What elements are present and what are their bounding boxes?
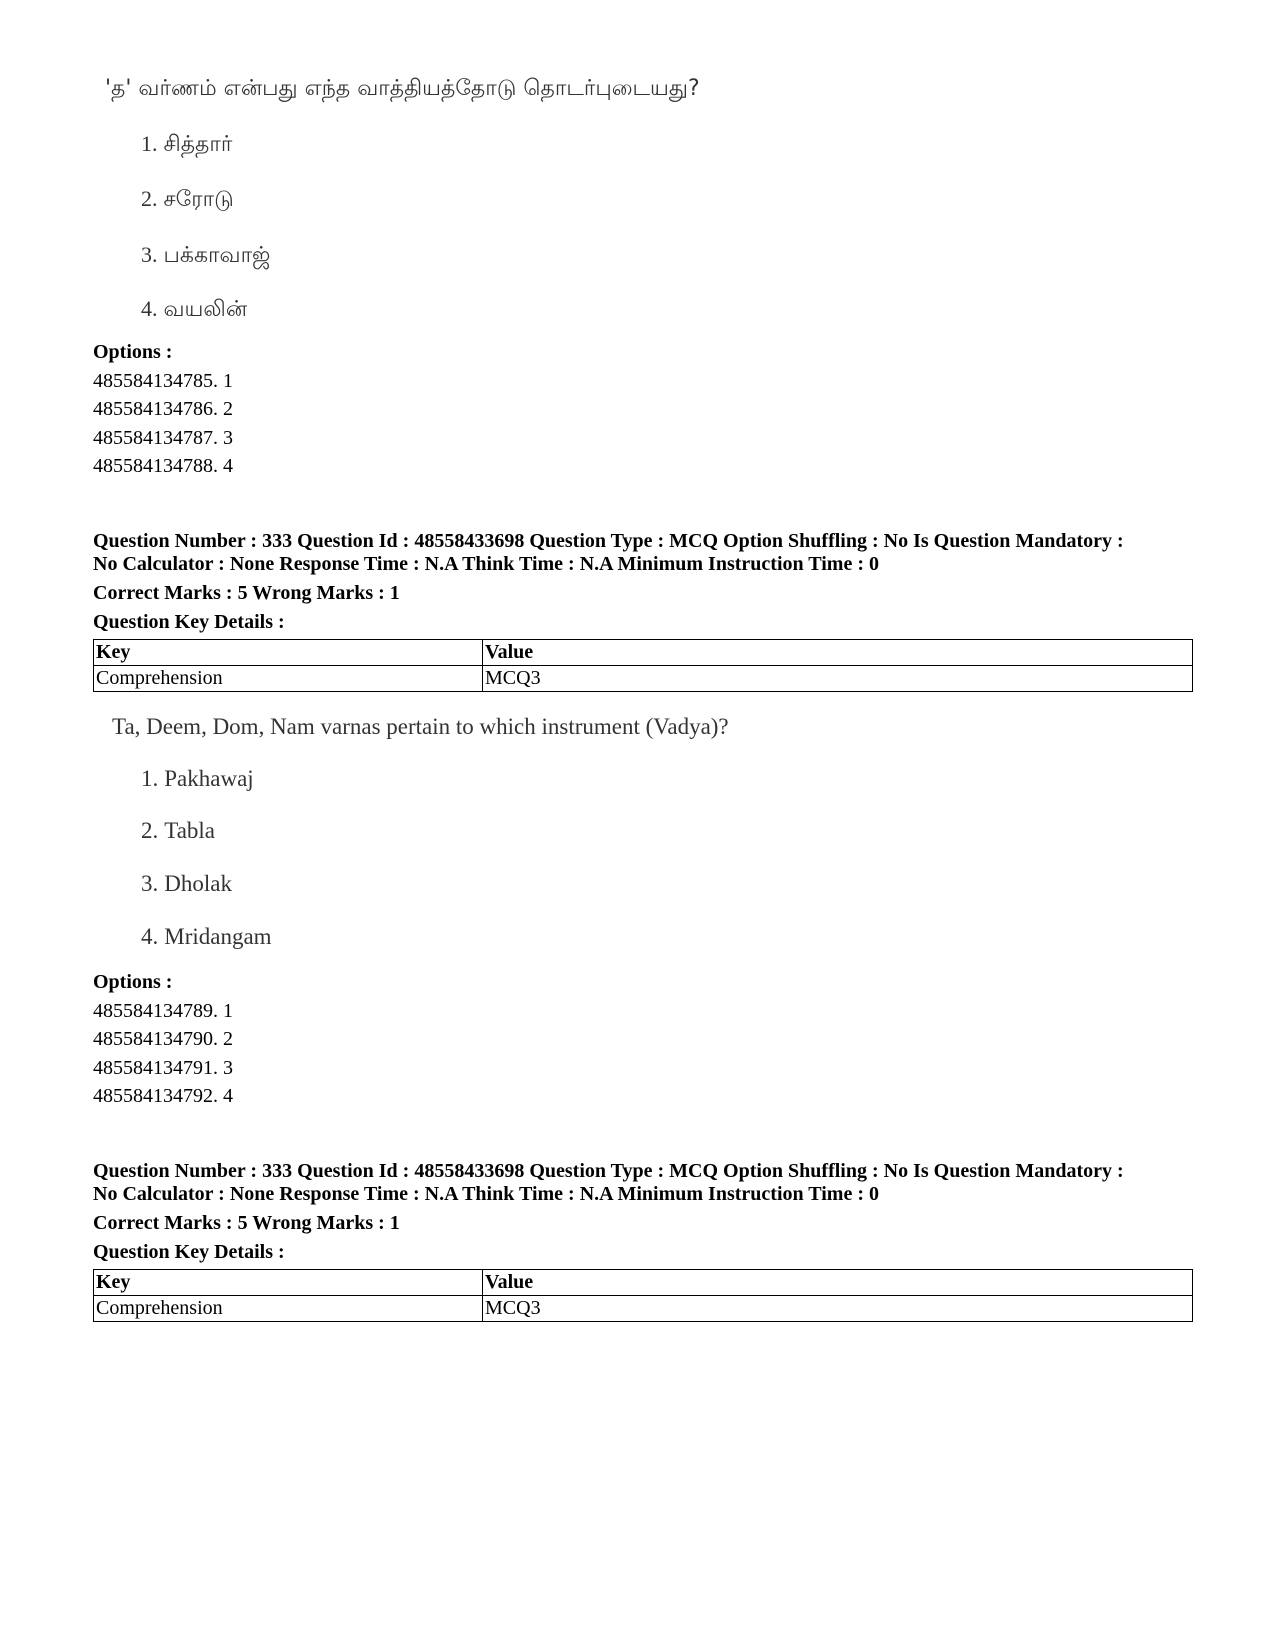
choice-item: 4. Mridangam [141,924,272,949]
option-id: 485584134785. 1 [93,369,233,392]
choice-item: 2. சரோடு [141,186,234,212]
key-details-label: Question Key Details : [93,1241,285,1263]
options-label: Options : [93,971,173,993]
table-header-key: Key [94,640,483,666]
table-cell-value: MCQ3 [483,666,1193,692]
key-value-table [93,639,1193,692]
option-id: 485584134787. 3 [93,426,233,449]
marks-line: Correct Marks : 5 Wrong Marks : 1 [93,1212,400,1234]
choice-item: 3. Dholak [141,871,232,896]
question-text: Ta, Deem, Dom, Nam varnas pertain to which instrument (Vadya)? [112,714,729,739]
key-value-table [93,1269,1193,1322]
table-cell-key: Comprehension [94,666,483,692]
option-id: 485584134788. 4 [93,455,233,477]
table-header-value: Value [483,1270,1193,1296]
table-header-key: Key [94,1270,483,1296]
options-section [93,338,1193,481]
meta-line: No Calculator : None Response Time : N.A Think Time : N.A Minimum Instruction Time : 0 [93,553,879,575]
options-section [93,968,1193,1111]
marks-line: Correct Marks : 5 Wrong Marks : 1 [93,582,400,604]
options-label: Options : [93,341,173,363]
option-id: 485584134790. 2 [93,1028,233,1050]
option-id: 485584134786. 2 [93,398,233,420]
choice-item: 3. பக்காவாஜ் [141,242,271,268]
question-text: 'த' வர்ணம் என்பது எந்த வாத்தியத்தோடு தொடர்புடையது? [105,76,700,101]
choice-item: 1. சித்தார் [141,131,233,157]
meta-line: Question Number : 333 Question Id : 48558433698 Question Type : MCQ Option Shuffling : No Is Question Mandatory : [93,530,1124,552]
choice-item: 2. Tabla [141,818,216,843]
choice-item: 4. வயலின் [141,296,248,322]
option-id: 485584134791. 3 [93,1056,233,1079]
meta-line: No Calculator : None Response Time : N.A Think Time : N.A Minimum Instruction Time : 0 [93,1183,879,1205]
table-header-value: Value [483,640,1193,666]
question-meta [93,530,1193,692]
table-cell-value: MCQ3 [483,1296,1193,1322]
table-cell-key: Comprehension [94,1296,483,1322]
option-id: 485584134789. 1 [93,999,233,1022]
question-meta [93,1160,1193,1322]
key-details-label: Question Key Details : [93,611,285,633]
option-id: 485584134792. 4 [93,1085,233,1107]
meta-line: Question Number : 333 Question Id : 48558433698 Question Type : MCQ Option Shuffling : No Is Question Mandatory : [93,1160,1124,1182]
choice-item: 1. Pakhawaj [141,766,254,791]
